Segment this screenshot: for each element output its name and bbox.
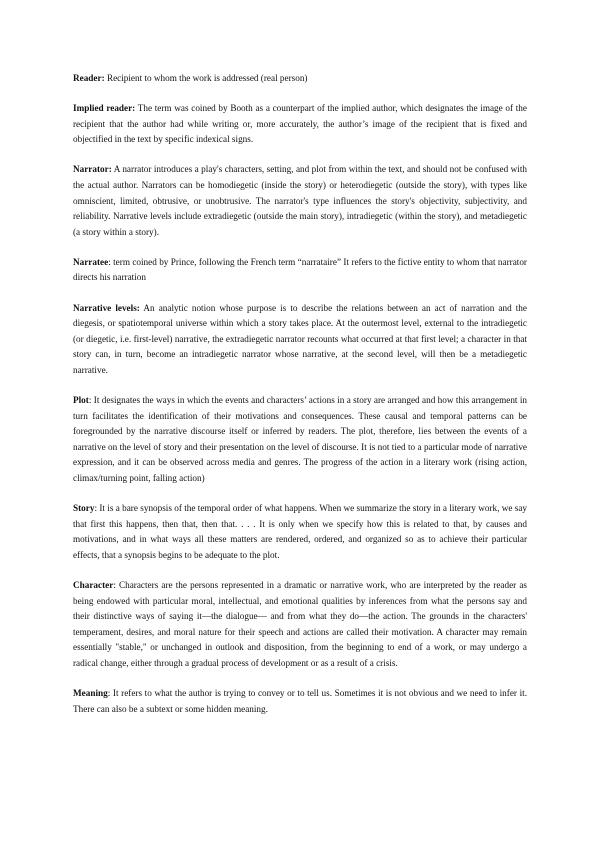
entry-story xyxy=(73,501,527,563)
definition-text: Recipient to whom the work is addressed (real person) xyxy=(104,73,308,83)
term-label: Plot xyxy=(73,395,89,405)
term-label: Meaning xyxy=(73,688,108,698)
entry-narrator xyxy=(73,162,527,240)
definition-text: : It is a bare synopsis of the temporal order of what happens. When we summarize the story in a literary work, we say that first this happens, then that, then that. . . . It is only when we specify how this is related to that, by causes and motivations, and in what ways all these matters are rendered, ordered, and organized so as to achieve their particular effects, that a synopsis begins to be adequate to the plot. xyxy=(73,503,527,560)
term-label: Narrator: xyxy=(73,164,112,175)
definition-text: The term was coined by Booth as a counterpart of the implied author, which designates the image of the recipient that the author had while writing or, more accurately, the author’s image of the recipient that is fixed and objectified in the text by specific indexical signs. xyxy=(73,103,527,145)
entry-narrative-levels xyxy=(73,301,527,379)
entry-implied-reader xyxy=(73,101,527,148)
term-label: Character xyxy=(73,579,114,590)
entry-plot xyxy=(73,393,527,487)
definition-text: : term coined by Prince, following the French term “narrataire” It refers to the fictive entity to whom that narrator directs his narration xyxy=(73,256,527,283)
term-label: Narrative levels: xyxy=(73,302,140,313)
entry-meaning xyxy=(73,686,527,717)
term-label: Narratee xyxy=(73,256,109,267)
entry-character xyxy=(73,578,527,672)
term-label: Reader: xyxy=(73,73,105,83)
definition-text: A narrator introduces a play's characters, setting, and plot from within the text, and should not be confused with the actual author. Narrators can be homodiegetic (inside the story) or heterodiegetic (outside the story), with types like omniscient, limited, obtrusive, or unobtrusive. The narrator's type influences the story's objectivity, subjectivity, and reliability. Narrative levels include extradiegetic (outside the main story), intradiegetic (within the story), and metadiegetic (a story within a story). xyxy=(73,164,527,237)
term-label: Implied reader: xyxy=(73,103,136,114)
definition-text: An analytic notion whose purpose is to describe the relations between an act of narration and the diegesis, or spatiotemporal universe within which a story takes place. At the outermost level, external to the intradiegetic (or diegetic, i.e. first-level) narrative, the extradiegetic narrator recounts what occurred at that first level; a character in that story can, in turn, become an intradiegetic narrator whose narrative, at the second level, will then be a metadiegetic narrative. xyxy=(73,302,527,375)
term-label: Story xyxy=(73,503,95,514)
entry-narratee xyxy=(73,255,527,286)
definition-text: : It designates the ways in which the events and characters’ actions in a story are arranged and how this arrangement in turn facilitates the identification of their motivations and consequences. These causal and temporal patterns can be foregrounded by the narrative discourse itself or inferred by readers. The plot, therefore, lies between the events of a narrative on the level of story and their presentation on the level of discourse. It is not tied to a particular mode of narrative expression, and it can be observed across media and genres. The progress of the action in a literary work (rising action, climax/turning point, falling action) xyxy=(73,395,527,483)
document-page xyxy=(73,71,527,732)
entry-reader xyxy=(73,71,527,87)
definition-text: : Characters are the persons represented in a dramatic or narrative work, who are interpreted by the reader as being endowed with particular moral, intellectual, and emotional qualities by inferences from what the persons say and their distinctive ways of saying it—the dialogue— and from what they do—the action. The grounds in the characters' temperament, desires, and moral nature for their speech and actions are called their motivation. A character may remain essentially "stable," or unchanged in outlook and disposition, from the beginning to end of a work, or may undergo a radical change, either through a gradual process of development or as a result of a crisis. xyxy=(73,579,527,668)
definition-text: : It refers to what the author is trying to convey or to tell us. Sometimes it is not obvious and we need to infer it. There can also be a subtext or some hidden meaning. xyxy=(73,688,527,714)
